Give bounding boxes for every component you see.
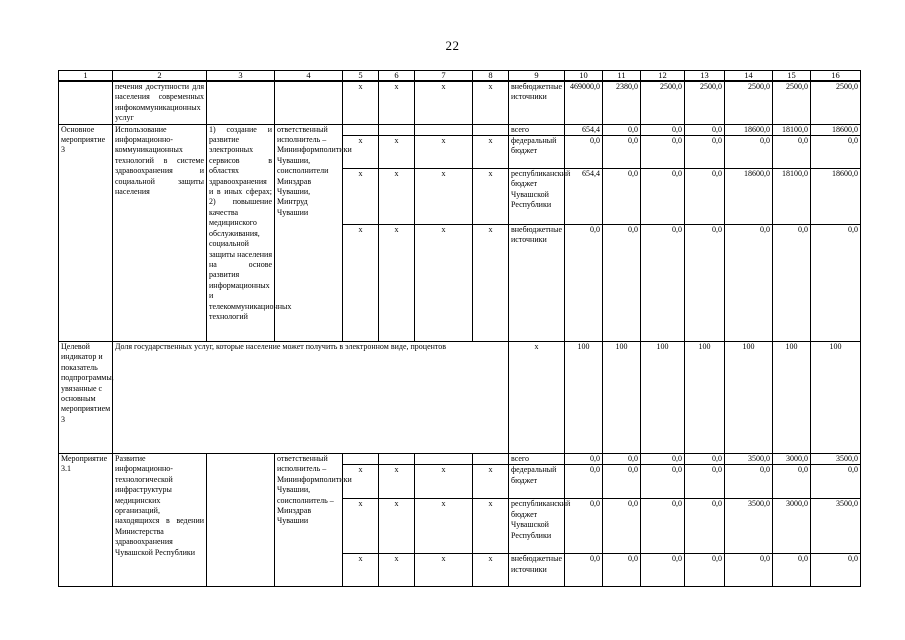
table-row: печения доступности для населения современных инфокоммуникационных услуг x x x x внебюджетные источники 469000,0 2380,0 2500,0 2500,0 2500,0 2500,0 2500,0 — [59, 81, 861, 124]
activity-text: печения доступности для населения современных инфокоммуникационных услуг — [113, 81, 207, 124]
funding-source: республиканский бюджет Чувашской Республики — [509, 169, 565, 225]
budget-table-container — [58, 70, 860, 586]
header-cell: 15 — [773, 71, 811, 82]
funding-source: федеральный бюджет — [509, 136, 565, 169]
table-row: Целевой индикатор и показатель подпрограммы, увязанные с основным мероприятием 3 Доля государственных услуг, которые население может получить в электронном виде, процентов x 100 100 100 100 100 100 100 — [59, 342, 861, 454]
table-row: x x x x республиканский бюджет Чувашской Республики 654,4 0,0 0,0 0,0 18600,0 18100,0 18600,0 — [59, 169, 861, 225]
header-cell: 3 — [207, 71, 275, 82]
activity-description: Использование информационно-коммуникационных технологий в системе здравоохранения и социальной защиты населения — [113, 124, 207, 341]
header-cell: 7 — [415, 71, 473, 82]
table-row: x x x x республиканский бюджет Чувашской Республики 0,0 0,0 0,0 0,0 3500,0 3000,0 3500,0 — [59, 499, 861, 554]
funding-source: внебюджетные источники — [509, 225, 565, 342]
page-number: 22 — [445, 38, 460, 53]
table-row: x x x x федеральный бюджет 0,0 0,0 0,0 0,0 0,0 0,0 0,0 — [59, 465, 861, 499]
funding-source: федеральный бюджет — [509, 465, 565, 499]
funding-source: внебюджетные источники — [509, 554, 565, 587]
table-row: x x x x внебюджетные источники 0,0 0,0 0,0 0,0 0,0 0,0 0,0 — [59, 554, 861, 587]
header-cell: 4 — [275, 71, 343, 82]
table-row: Мероприятие 3.1 Развитие информационно-технологической инфраструктуры медицинских организаций, находящихся в ведении Министерства здравоохранения Чувашской Республики ответственный исполнитель – Мининформполитики Чувашии, соисполнитель – Минздрав Чувашии всего 0,0 0,0 0,0 0,0 3500,0 3000,0 3500,0 — [59, 454, 861, 465]
table-row: Основное мероприятие 3 Использование информационно-коммуникационных технологий в системе здравоохранения и социальной защиты населения 1) создание и развитие электронных сервисов в областях здравоохранения и в иных сферах; 2) повышение качества медицинского обслуживания, социальной защиты населения на основе развития информационных и телекоммуникационных технологий ответственный исполнитель – Мининформполитики Чувашии, соисполнители Минздрав Чувашии, Минтруд Чувашии всего 654,4 0,0 0,0 0,0 18600,0 18100,0 18600,0 — [59, 124, 861, 135]
budget-table — [58, 70, 861, 587]
header-cell: 5 — [343, 71, 379, 82]
activity-description: Развитие информационно-технологической инфраструктуры медицинских организаций, находящихся в ведении Министерства здравоохранения Чувашской Республики — [113, 454, 207, 587]
activity-name: Основное мероприятие 3 — [59, 124, 113, 341]
header-cell: 2 — [113, 71, 207, 82]
header-cell: 11 — [603, 71, 641, 82]
funding-source: всего — [509, 124, 565, 135]
header-cell: 16 — [811, 71, 861, 82]
indicator-name: Целевой индикатор и показатель подпрограммы, увязанные с основным мероприятием 3 — [59, 342, 113, 454]
activity-executor: ответственный исполнитель – Мининформполитики Чувашии, соисполнители Минздрав Чувашии, Минтруд Чувашии — [275, 124, 343, 341]
table-row: x x x x федеральный бюджет 0,0 0,0 0,0 0,0 0,0 0,0 0,0 — [59, 136, 861, 169]
header-cell: 6 — [379, 71, 415, 82]
header-cell: 13 — [685, 71, 725, 82]
funding-source: республиканский бюджет Чувашской Республики — [509, 499, 565, 554]
activity-name: Мероприятие 3.1 — [59, 454, 113, 587]
header-cell: 8 — [473, 71, 509, 82]
header-cell: 12 — [641, 71, 685, 82]
header-cell: 9 — [509, 71, 565, 82]
activity-goal: 1) создание и развитие электронных сервисов в областях здравоохранения и в иных сферах; 2) повышение качества медицинского обслуживания, социальной защиты населения на основе развития информационных и телекоммуникационных технологий — [207, 124, 275, 341]
header-cell: 14 — [725, 71, 773, 82]
header-cell: 1 — [59, 71, 113, 82]
activity-executor: ответственный исполнитель – Мининформполитики Чувашии, соисполнитель – Минздрав Чувашии — [275, 454, 343, 587]
table-row: x x x x внебюджетные источники 0,0 0,0 0,0 0,0 0,0 0,0 0,0 — [59, 225, 861, 342]
header-row — [59, 71, 861, 82]
funding-source: внебюджетные источники — [509, 81, 565, 124]
funding-source: всего — [509, 454, 565, 465]
indicator-text: Доля государственных услуг, которые население может получить в электронном виде, процентов — [113, 342, 509, 454]
header-cell: 10 — [565, 71, 603, 82]
